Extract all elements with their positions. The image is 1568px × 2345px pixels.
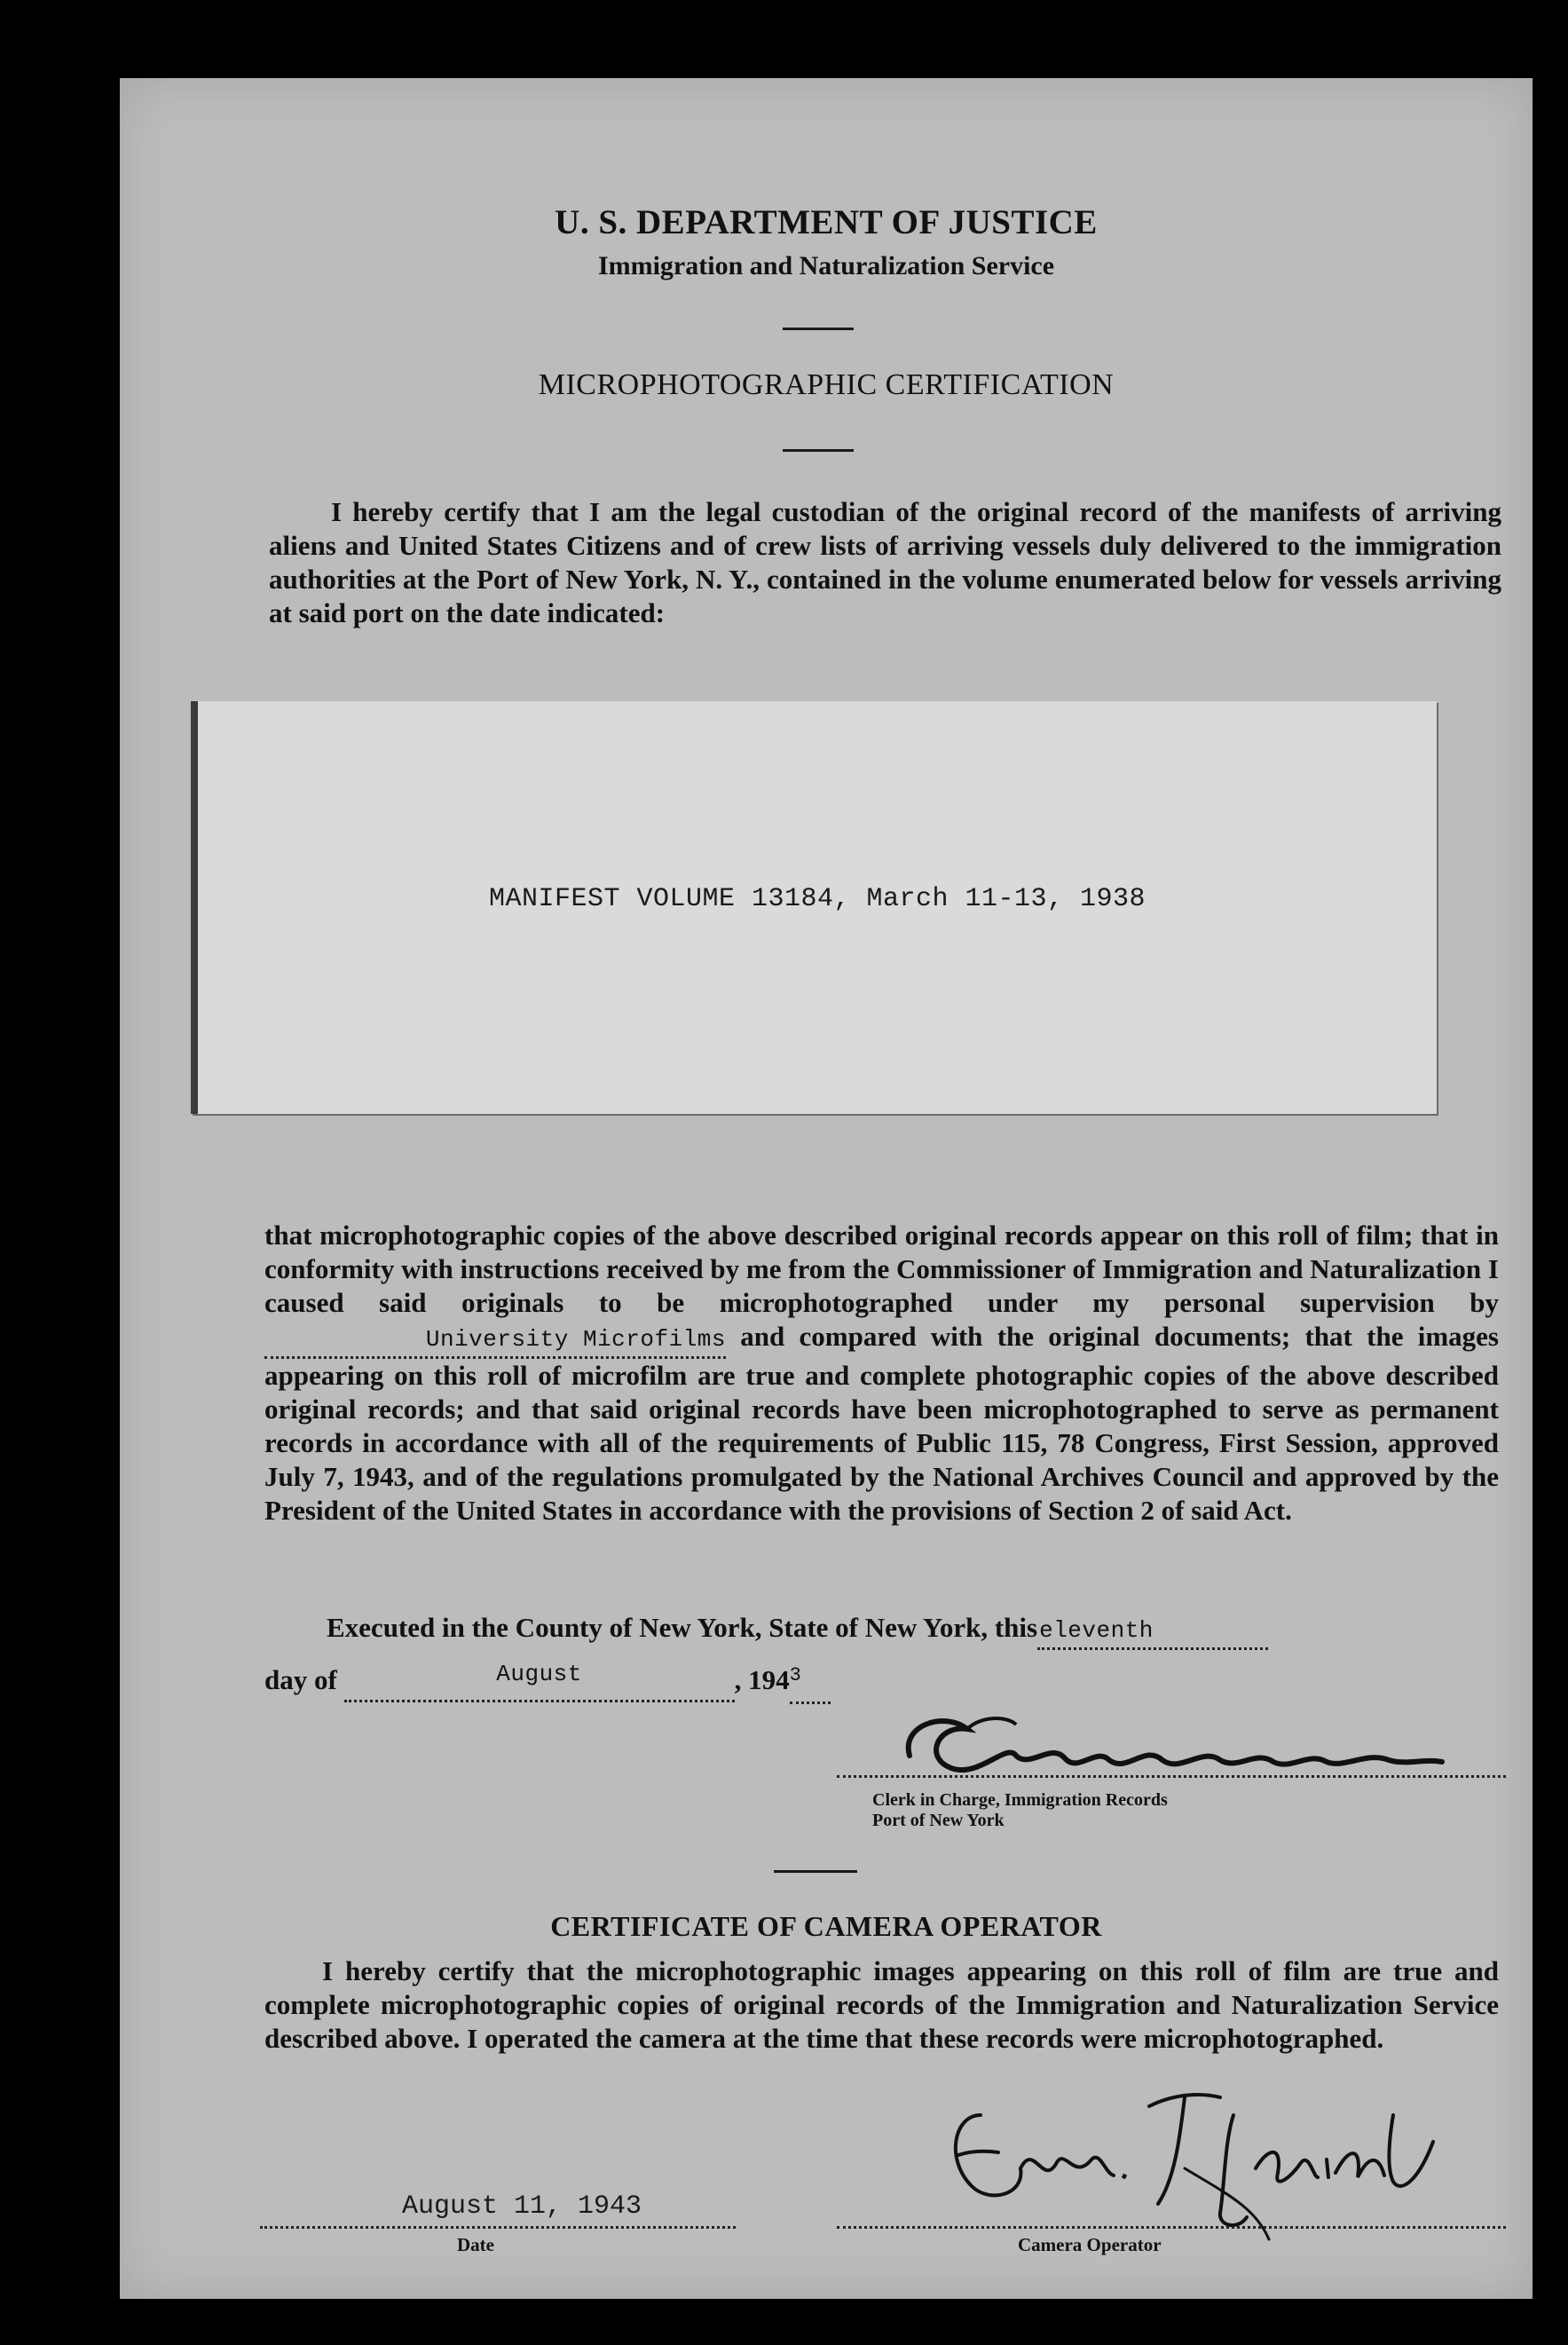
clerk-title-line2: Port of New York bbox=[872, 1811, 1005, 1830]
department-title: U. S. DEPARTMENT OF JUSTICE bbox=[555, 203, 1098, 241]
executed-prefix: Executed in the County of New York, State of New York, this bbox=[327, 1612, 1038, 1643]
executed-line bbox=[327, 1611, 1507, 1650]
clerk-title bbox=[872, 1790, 1168, 1831]
clerk-signature-line bbox=[837, 1775, 1506, 1778]
manifest-volume-label: MANIFEST VOLUME 13184, March 11-13, 1938 bbox=[488, 884, 1146, 914]
manifest-label-card bbox=[191, 701, 1437, 1114]
divider-bottom bbox=[774, 1870, 857, 1873]
year-prefix: , 194 bbox=[734, 1664, 790, 1695]
date-line bbox=[260, 2226, 736, 2229]
certificate-sheet bbox=[120, 78, 1533, 2299]
camera-operator-heading: CERTIFICATE OF CAMERA OPERATOR bbox=[550, 1910, 1102, 1942]
supervisor-name: University Microfilms bbox=[425, 1326, 726, 1353]
certificate-date: August 11, 1943 bbox=[402, 2191, 642, 2222]
camera-operator-line bbox=[837, 2226, 1506, 2229]
certification-heading: MICROPHOTOGRAPHIC CERTIFICATION bbox=[538, 368, 1115, 401]
year-digit: 3 bbox=[789, 1664, 802, 1686]
camera-operator-signature bbox=[918, 2062, 1495, 2248]
body-paragraph bbox=[264, 1219, 1499, 1528]
day-fill-line bbox=[1037, 1611, 1268, 1650]
day-of-line bbox=[264, 1663, 1063, 1704]
execution-day: eleventh bbox=[1039, 1617, 1154, 1644]
divider-top bbox=[783, 328, 854, 330]
camera-operator-label: Camera Operator bbox=[1018, 2234, 1162, 2255]
day-of-label: day of bbox=[264, 1664, 337, 1695]
divider-middle bbox=[783, 449, 854, 452]
clerk-title-line1: Clerk in Charge, Immigration Records bbox=[872, 1790, 1168, 1810]
year-fill-line bbox=[790, 1663, 831, 1704]
body-text-part2: and compared with the original documents; that the images appearing on this roll of microfilm are true and complete photographic copies of the above described original records; and that said original records have been microphotographed to serve as permanent records in accordance with all of the requirements of Public 115, 78 Congress, First Session, approved July 7, 1943, and of the regulations promulgated by the National Archives Council and approved by the President of the United States in accordance with the provisions of Section 2 of said Act. bbox=[264, 1321, 1499, 1526]
supervisor-fill-line bbox=[264, 1320, 726, 1359]
execution-month: August bbox=[496, 1661, 582, 1687]
service-subtitle: Immigration and Naturalization Service bbox=[597, 251, 1055, 280]
intro-paragraph: I hereby certify that I am the legal custodian of the original record of the manifests of arriving aliens and United States Citizens and of crew lists of arriving vessels duly delivered to the immigration authorities at the Port of New York, N. Y., contained in the volume enumerated below for vessels arriving at said port on the date indicated: bbox=[269, 496, 1501, 628]
date-label: Date bbox=[457, 2234, 494, 2255]
month-fill-line bbox=[344, 1663, 735, 1702]
camera-operator-paragraph: I hereby certify that the microphotographic images appearing on this roll of film are true and complete microphotographic copies of original records of the Immigration and Naturalization Service described above. I operated the camera at the time that these records were microphotographed. bbox=[264, 1955, 1499, 2054]
body-text-part1: that microphotographic copies of the above described original records appear on this roll of film; that in conformity with instructions received by me from the Commissioner of Immigration and Naturalization I caused said originals to be microphotographed under my personal supervision by bbox=[264, 1220, 1499, 1318]
